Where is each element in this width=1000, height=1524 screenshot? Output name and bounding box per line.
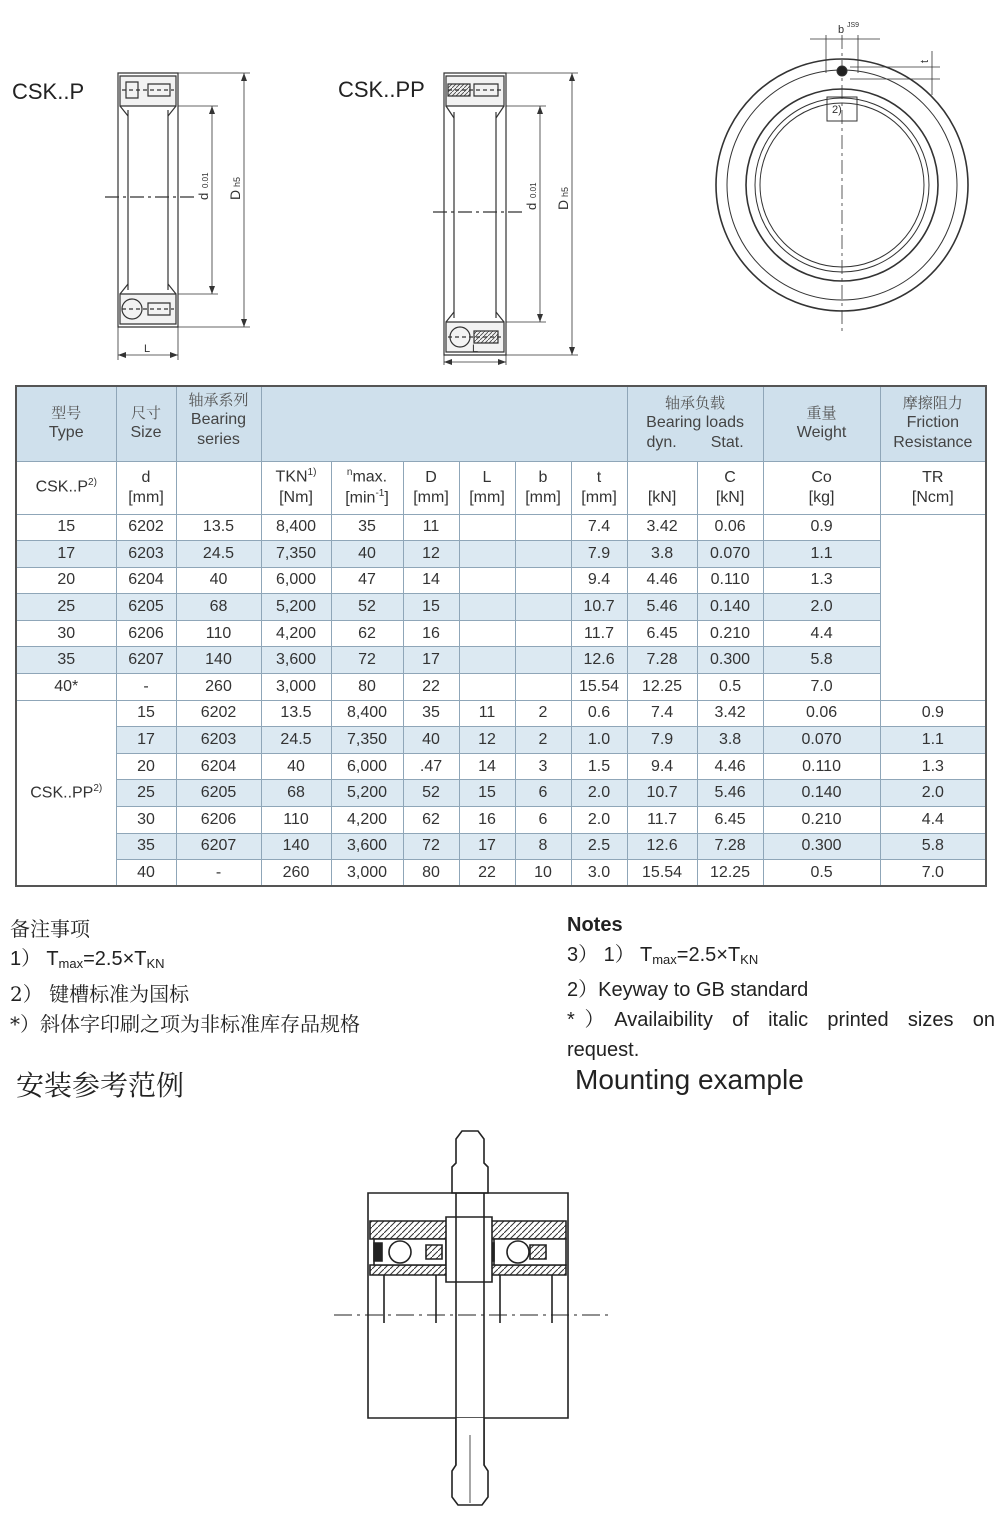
cell-dyn: 15.54 <box>627 860 697 887</box>
front-dim-2: 2) <box>832 104 842 116</box>
cell-d: 40* <box>16 674 116 701</box>
cell-series: 6205 <box>176 780 261 807</box>
cell-tr: 4.4 <box>880 807 986 834</box>
cell-series: - <box>176 860 261 887</box>
notes-cn <box>10 914 530 1039</box>
cell-tkn: 260 <box>261 860 331 887</box>
ring-front-view-drawing <box>700 15 990 335</box>
notes-en-2: 2）Keyway to GB standard <box>567 979 809 1001</box>
cell-nmax: 5,200 <box>261 594 331 621</box>
csk-pp-label: CSK..PP <box>338 77 425 102</box>
table-row <box>16 594 986 621</box>
cell-tr: 5.8 <box>880 833 986 860</box>
cell-series: 6206 <box>176 807 261 834</box>
cell-D: 47 <box>331 567 403 594</box>
cell-d: 30 <box>16 620 116 647</box>
csk-pp-dim-L: L <box>472 343 479 355</box>
cell-dyn: 12.6 <box>627 833 697 860</box>
cell-tr: 0.9 <box>763 514 880 541</box>
cell-L: 15 <box>459 780 515 807</box>
specification-table <box>15 385 987 887</box>
header-loads-en: Bearing loads <box>646 414 744 432</box>
cell-nmax: 3,600 <box>331 833 403 860</box>
notes-cn-2: 2） 键槽标准为国标 <box>10 982 190 1006</box>
cell-D: 35 <box>403 700 459 727</box>
notes-en-1-sub2: KN <box>740 952 759 967</box>
cell-tr: 7.0 <box>763 674 880 701</box>
unit-D-label: D <box>425 468 437 486</box>
cell-D: 52 <box>331 594 403 621</box>
cell-co: 0.140 <box>697 594 763 621</box>
cell-series: 6206 <box>116 620 176 647</box>
front-dim-t: t <box>919 59 931 63</box>
cell-c: 6.45 <box>627 620 697 647</box>
cell-L: 17 <box>403 647 459 674</box>
cell-D: 40 <box>331 541 403 568</box>
unit-TR-unit: [Ncm] <box>911 488 954 506</box>
table-row <box>16 674 986 701</box>
cell-series: 6203 <box>176 727 261 754</box>
cell-nmax: 8,400 <box>261 514 331 541</box>
table-row <box>16 860 986 887</box>
notes-cn-1-sub1: max <box>58 956 84 971</box>
cell-nmax: 6,000 <box>331 753 403 780</box>
unit-t-unit: [mm] <box>581 488 617 506</box>
cell-t: 2.5 <box>571 833 627 860</box>
cell-nmax: 3,600 <box>261 647 331 674</box>
unit-nmax-unit-b: ] <box>384 488 389 506</box>
notes-en-1 <box>567 940 995 975</box>
unit-d-label: d <box>141 468 151 486</box>
unit-dyn <box>627 461 697 514</box>
cell-nmax: 4,200 <box>261 620 331 647</box>
cell-D: 80 <box>331 674 403 701</box>
notes-cn-1-mid: =2.5×T <box>83 948 147 970</box>
cell-b: 2 <box>515 727 571 754</box>
header-type <box>16 386 116 461</box>
cell-co: 0.06 <box>697 514 763 541</box>
mounting-title-cn: 安装参考范例 <box>16 1069 185 1102</box>
cell-D: 40 <box>403 727 459 754</box>
unit-Co-unit: [kg] <box>808 488 835 506</box>
group-type-csk-pp-label: CSK..PP <box>30 784 94 802</box>
cell-d: 20 <box>116 753 176 780</box>
csk-pp-dim-D: D <box>555 199 571 210</box>
cell-t <box>515 620 571 647</box>
notes-cn-1 <box>10 944 530 979</box>
cell-c: 4.46 <box>697 753 763 780</box>
cell-nmax: 7,350 <box>331 727 403 754</box>
header-series-cn: 轴承系列 <box>188 391 249 409</box>
cell-dyn: 7.9 <box>571 541 627 568</box>
cell-b <box>459 514 515 541</box>
cell-series: 6204 <box>116 567 176 594</box>
unit-d-unit: [mm] <box>128 488 164 506</box>
cell-nmax: 3,000 <box>331 860 403 887</box>
csk-p-dim-D-tol: h5 <box>232 176 242 187</box>
notes-en-1-prefix: 3） 1） T <box>567 944 653 966</box>
cell-b <box>459 620 515 647</box>
unit-t <box>571 461 627 514</box>
unit-TR-label: TR <box>922 468 944 486</box>
cell-tkn: 13.5 <box>176 514 261 541</box>
cell-t: 0.6 <box>571 700 627 727</box>
table-units-row <box>16 461 986 514</box>
cell-tr: 0.9 <box>880 700 986 727</box>
csk-pp-dim-d: d <box>524 202 539 210</box>
unit-C <box>697 461 763 514</box>
cell-D: 52 <box>403 780 459 807</box>
cell-tkn: 68 <box>261 780 331 807</box>
cell-nmax: 8,400 <box>331 700 403 727</box>
cell-L: 15 <box>403 594 459 621</box>
cell-co: 0.070 <box>763 727 880 754</box>
cell-c: 4.46 <box>627 567 697 594</box>
cell-d: 35 <box>116 833 176 860</box>
unit-nmax-label: max. <box>352 468 388 486</box>
cell-nmax: 7,350 <box>261 541 331 568</box>
cell-L: 22 <box>403 674 459 701</box>
unit-L-label: L <box>482 468 492 486</box>
cell-L: 12 <box>403 541 459 568</box>
unit-d <box>116 461 176 514</box>
header-friction-en-1: Friction <box>906 414 960 432</box>
table-row <box>16 700 986 727</box>
cell-t <box>515 594 571 621</box>
header-loads-dyn: dyn. <box>646 434 677 452</box>
cell-b: 6 <box>515 807 571 834</box>
unit-tkn-unit: [Nm] <box>279 488 313 506</box>
notes-cn-3: *）斜体字印刷之项为非标准库存品规格 <box>10 1012 360 1036</box>
cell-d: 17 <box>16 541 116 568</box>
header-series <box>176 386 261 461</box>
cell-dyn: 7.9 <box>627 727 697 754</box>
cell-c: 12.25 <box>627 674 697 701</box>
cell-L: 14 <box>459 753 515 780</box>
cell-t <box>515 541 571 568</box>
header-type-cn: 型号 <box>51 404 82 423</box>
cell-D: 80 <box>403 860 459 887</box>
cell-tkn: 140 <box>176 647 261 674</box>
header-weight-en: Weight <box>796 424 847 442</box>
cell-L: 11 <box>403 514 459 541</box>
cell-co: 0.140 <box>763 780 880 807</box>
cell-co: 0.210 <box>697 620 763 647</box>
unit-b-unit: [mm] <box>525 488 561 506</box>
unit-b <box>515 461 571 514</box>
cell-c: 6.45 <box>697 807 763 834</box>
cell-t <box>515 647 571 674</box>
cell-tkn: 260 <box>176 674 261 701</box>
group-type-csk-p-label: CSK..P <box>35 478 89 496</box>
cell-t: 1.5 <box>571 753 627 780</box>
csk-pp-section-drawing <box>428 60 598 370</box>
header-series-en-2: series <box>197 430 240 448</box>
cell-co: 0.5 <box>763 860 880 887</box>
unit-nmax <box>331 461 403 514</box>
header-loads <box>627 386 763 461</box>
cell-t: 1.0 <box>571 727 627 754</box>
header-size-cn: 尺寸 <box>130 404 161 423</box>
unit-C-label: C <box>724 468 736 486</box>
cell-d: 25 <box>116 780 176 807</box>
cell-d: 35 <box>16 647 116 674</box>
unit-b-label: b <box>538 468 548 486</box>
csk-p-label: CSK..P <box>12 79 85 104</box>
unit-D-unit: [mm] <box>413 488 449 506</box>
cell-d: 15 <box>116 700 176 727</box>
unit-Co <box>763 461 880 514</box>
cell-nmax: 5,200 <box>331 780 403 807</box>
cell-tr: 1.3 <box>880 753 986 780</box>
cell-tr: 7.0 <box>880 860 986 887</box>
cell-b <box>459 674 515 701</box>
csk-p-dim-L: L <box>144 343 151 355</box>
cell-tr: 2.0 <box>763 594 880 621</box>
header-friction <box>880 386 986 461</box>
cell-tkn: 68 <box>176 594 261 621</box>
cell-series: 6202 <box>176 700 261 727</box>
cell-dyn: 7.4 <box>627 700 697 727</box>
unit-D <box>403 461 459 514</box>
cell-b: 2 <box>515 700 571 727</box>
cell-dyn: 15.54 <box>571 674 627 701</box>
cell-series: 6207 <box>176 833 261 860</box>
cell-co: 0.300 <box>697 647 763 674</box>
cell-tr: 1.1 <box>880 727 986 754</box>
cell-co: 0.110 <box>697 567 763 594</box>
cell-dyn: 10.7 <box>571 594 627 621</box>
cell-b <box>459 594 515 621</box>
cell-L: 14 <box>403 567 459 594</box>
unit-tkn <box>261 461 331 514</box>
cell-d: 17 <box>116 727 176 754</box>
front-dim-b-tol: JS9 <box>847 22 860 29</box>
cell-tkn: 24.5 <box>176 541 261 568</box>
cell-d: 20 <box>16 567 116 594</box>
header-friction-en-2: Resistance <box>893 434 973 452</box>
csk-pp-dim-D-tol: h5 <box>560 186 570 197</box>
notes-en-1-sub1: max <box>652 952 677 967</box>
cell-tkn: 24.5 <box>261 727 331 754</box>
notes-cn-1-prefix: 1） T <box>10 948 59 970</box>
cell-tr: 1.3 <box>763 567 880 594</box>
cell-D: 72 <box>403 833 459 860</box>
cell-dyn: 10.7 <box>627 780 697 807</box>
cell-co: 0.210 <box>763 807 880 834</box>
unit-dyn-unit: [kN] <box>647 488 677 506</box>
cell-t <box>515 567 571 594</box>
table-row <box>16 833 986 860</box>
header-loads-cn: 轴承负载 <box>665 394 726 413</box>
cell-dyn: 12.6 <box>571 647 627 674</box>
unit-C-unit: [kN] <box>715 488 745 506</box>
cell-tkn: 110 <box>261 807 331 834</box>
notes-cn-title: 备注事项 <box>10 917 90 941</box>
cell-tkn: 140 <box>261 833 331 860</box>
cell-L: 11 <box>459 700 515 727</box>
mounting-example-drawing <box>330 1125 620 1505</box>
header-weight-cn: 重量 <box>806 404 837 423</box>
table-row <box>16 514 986 541</box>
cell-series: - <box>116 674 176 701</box>
table-body <box>16 514 986 886</box>
notes-en-3: *）Availaibility of italic printed sizes on request. <box>567 1009 995 1061</box>
cell-t: 3.0 <box>571 860 627 887</box>
cell-L: 22 <box>459 860 515 887</box>
cell-tkn: 40 <box>261 753 331 780</box>
unit-Co-label: Co <box>811 468 832 486</box>
cell-b <box>459 567 515 594</box>
cell-co: 0.300 <box>763 833 880 860</box>
unit-TR <box>880 461 986 514</box>
cell-tr: 2.0 <box>880 780 986 807</box>
header-series-en-1: Bearing <box>190 410 247 428</box>
cell-c: 7.28 <box>697 833 763 860</box>
table-row <box>16 567 986 594</box>
cell-c: 3.8 <box>697 727 763 754</box>
header-size <box>116 386 176 461</box>
cell-tkn: 110 <box>176 620 261 647</box>
cell-D: 62 <box>403 807 459 834</box>
unit-L <box>459 461 515 514</box>
csk-p-dim-D: D <box>227 189 243 200</box>
cell-nmax: 4,200 <box>331 807 403 834</box>
unit-t-label: t <box>596 468 602 486</box>
csk-p-dim-d-tol: 0.01 <box>201 172 210 188</box>
header-loads-stat: Stat. <box>710 434 744 452</box>
cell-b <box>459 541 515 568</box>
cell-dyn: 7.4 <box>571 514 627 541</box>
cell-tkn: 40 <box>176 567 261 594</box>
csk-p-section-drawing <box>100 60 270 370</box>
cell-b: 6 <box>515 780 571 807</box>
cell-d: 15 <box>16 514 116 541</box>
table-row <box>16 727 986 754</box>
cell-t <box>515 514 571 541</box>
cell-D: 62 <box>331 620 403 647</box>
cell-co: 0.110 <box>763 753 880 780</box>
group-type-csk-pp-sup: 2) <box>93 782 103 794</box>
cell-tkn: 13.5 <box>261 700 331 727</box>
cell-nmax: 3,000 <box>261 674 331 701</box>
header-friction-cn: 摩擦阻力 <box>902 394 963 413</box>
cell-series: 6203 <box>116 541 176 568</box>
cell-dyn: 9.4 <box>627 753 697 780</box>
header-weight <box>763 386 880 461</box>
cell-b: 3 <box>515 753 571 780</box>
csk-p-dim-d: d <box>196 192 211 200</box>
group-type-csk-p <box>16 461 116 514</box>
cell-c: 3.42 <box>697 700 763 727</box>
cell-L: 17 <box>459 833 515 860</box>
cell-t: 2.0 <box>571 780 627 807</box>
table-header-row <box>16 386 986 461</box>
cell-tr: 4.4 <box>763 620 880 647</box>
cell-L: 16 <box>403 620 459 647</box>
cell-dyn: 11.7 <box>627 807 697 834</box>
cell-D: 35 <box>331 514 403 541</box>
header-spacer <box>261 386 627 461</box>
cell-D: 72 <box>331 647 403 674</box>
cell-tr: 1.1 <box>763 541 880 568</box>
cell-b <box>459 647 515 674</box>
notes-cn-1-sub2: KN <box>146 956 165 971</box>
cell-tr: 5.8 <box>763 647 880 674</box>
cell-dyn: 11.7 <box>571 620 627 647</box>
cell-c: 5.46 <box>627 594 697 621</box>
notes-en <box>567 910 995 1065</box>
cell-c: 12.25 <box>697 860 763 887</box>
cell-L: 16 <box>459 807 515 834</box>
unit-nmax-pre: n <box>346 467 353 479</box>
mounting-title-en: Mounting example <box>575 1064 804 1095</box>
cell-series: 6207 <box>116 647 176 674</box>
cell-d: 25 <box>16 594 116 621</box>
cell-t: 2.0 <box>571 807 627 834</box>
cell-d: 40 <box>116 860 176 887</box>
notes-en-title: Notes <box>567 914 623 936</box>
unit-nmax-unit-sup: -1 <box>375 487 385 499</box>
cell-co: 0.06 <box>763 700 880 727</box>
table-row <box>16 647 986 674</box>
unit-tkn-sup: 1) <box>307 467 317 479</box>
table-row <box>16 620 986 647</box>
cell-b: 8 <box>515 833 571 860</box>
cell-D: .47 <box>403 753 459 780</box>
group-type-csk-p-sup: 2) <box>88 477 97 489</box>
table-row <box>16 541 986 568</box>
cell-b: 10 <box>515 860 571 887</box>
cell-c: 3.8 <box>627 541 697 568</box>
front-dim-b: b <box>838 24 845 36</box>
cell-c: 3.42 <box>627 514 697 541</box>
table-row <box>16 753 986 780</box>
group-type-csk-pp <box>16 700 116 886</box>
header-size-en: Size <box>130 424 162 442</box>
unit-series <box>176 461 261 514</box>
cell-c: 5.46 <box>697 780 763 807</box>
cell-L: 12 <box>459 727 515 754</box>
cell-nmax: 6,000 <box>261 567 331 594</box>
table-row <box>16 807 986 834</box>
cell-series: 6204 <box>176 753 261 780</box>
unit-L-unit: [mm] <box>469 488 505 506</box>
cell-dyn: 9.4 <box>571 567 627 594</box>
cell-c: 7.28 <box>627 647 697 674</box>
table-row <box>16 780 986 807</box>
cell-d: 30 <box>116 807 176 834</box>
header-type-en: Type <box>48 424 84 442</box>
unit-tkn-label: TKN <box>275 468 308 486</box>
unit-nmax-unit-a: [min <box>345 488 376 506</box>
cell-series: 6205 <box>116 594 176 621</box>
cell-series: 6202 <box>116 514 176 541</box>
csk-pp-dim-d-tol: 0.01 <box>529 182 538 198</box>
cell-t <box>515 674 571 701</box>
notes-en-1-mid: =2.5×T <box>676 944 741 966</box>
cell-co: 0.070 <box>697 541 763 568</box>
cell-co: 0.5 <box>697 674 763 701</box>
